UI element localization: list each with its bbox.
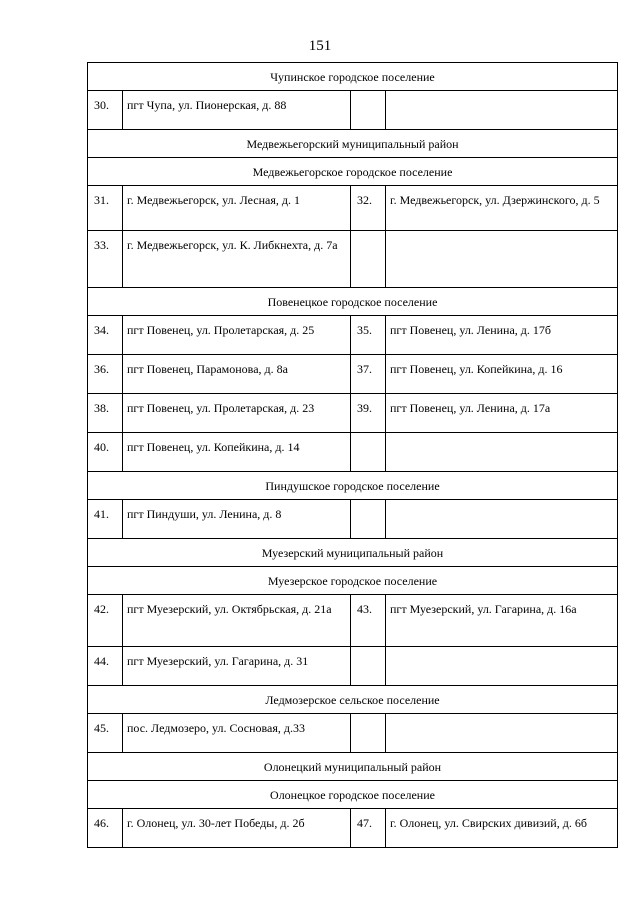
- table-row: [88, 394, 618, 433]
- entry-number: 36.: [88, 355, 123, 394]
- entry-number: 31.: [88, 186, 123, 231]
- section-header-row: [88, 567, 618, 595]
- table-row: [88, 91, 618, 130]
- table-row: [88, 595, 618, 647]
- section-header-row: [88, 781, 618, 809]
- entry-number: 45.: [88, 714, 123, 753]
- entry-address: г. Медвежьегорск, ул. Лесная, д. 1: [123, 186, 351, 231]
- entry-address: пгт Муезерский, ул. Октябрьская, д. 21а: [123, 595, 351, 647]
- entry-address: [386, 714, 618, 753]
- entry-address: [386, 433, 618, 472]
- entry-number: [351, 647, 386, 686]
- entry-address: пгт Муезерский, ул. Гагарина, д. 16а: [386, 595, 618, 647]
- section-title: Муезерское городское поселение: [88, 567, 618, 595]
- entry-number: [351, 714, 386, 753]
- table-row: [88, 316, 618, 355]
- entry-address: [386, 500, 618, 539]
- entry-number: 38.: [88, 394, 123, 433]
- entry-address: г. Медвежьегорск, ул. К. Либкнехта, д. 7а: [123, 231, 351, 288]
- section-header-row: [88, 158, 618, 186]
- entry-number: 40.: [88, 433, 123, 472]
- entry-address: пос. Ледмозеро, ул. Сосновая, д.33: [123, 714, 351, 753]
- entry-number: 37.: [351, 355, 386, 394]
- section-title: Медвежьегорский муниципальный район: [88, 130, 618, 158]
- entry-number: 35.: [351, 316, 386, 355]
- section-title: Чупинское городское поселение: [88, 63, 618, 91]
- entry-address: г. Олонец, ул. Свирских дивизий, д. 6б: [386, 809, 618, 848]
- entry-address: пгт Муезерский, ул. Гагарина, д. 31: [123, 647, 351, 686]
- section-header-row: [88, 753, 618, 781]
- entry-address: пгт Повенец, ул. Копейкина, д. 14: [123, 433, 351, 472]
- entry-number: 41.: [88, 500, 123, 539]
- entry-number: [351, 231, 386, 288]
- section-header-row: [88, 63, 618, 91]
- entry-address: пгт Повенец, Парамонова, д. 8а: [123, 355, 351, 394]
- address-table: [87, 62, 618, 848]
- entry-number: [351, 433, 386, 472]
- table-row: [88, 355, 618, 394]
- entry-address: г. Медвежьегорск, ул. Дзержинского, д. 5: [386, 186, 618, 231]
- section-title: Медвежьегорское городское поселение: [88, 158, 618, 186]
- entry-address: г. Олонец, ул. 30-лет Победы, д. 2б: [123, 809, 351, 848]
- page-number: 151: [308, 38, 332, 54]
- section-header-row: [88, 288, 618, 316]
- entry-address: пгт Пиндуши, ул. Ленина, д. 8: [123, 500, 351, 539]
- section-header-row: [88, 130, 618, 158]
- section-title: Муезерский муниципальный район: [88, 539, 618, 567]
- section-title: Ледмозерское сельское поселение: [88, 686, 618, 714]
- entry-number: 34.: [88, 316, 123, 355]
- entry-number: 39.: [351, 394, 386, 433]
- entry-address: [386, 231, 618, 288]
- entry-number: 42.: [88, 595, 123, 647]
- entry-number: 33.: [88, 231, 123, 288]
- entry-address: [386, 647, 618, 686]
- entry-address: [386, 91, 618, 130]
- section-title: Пиндушское городское поселение: [88, 472, 618, 500]
- table-row: [88, 231, 618, 288]
- section-title: Олонецкий муниципальный район: [88, 753, 618, 781]
- entry-number: 44.: [88, 647, 123, 686]
- section-header-row: [88, 472, 618, 500]
- entry-number: [351, 91, 386, 130]
- table-row: [88, 714, 618, 753]
- entry-number: 43.: [351, 595, 386, 647]
- section-header-row: [88, 686, 618, 714]
- entry-number: [351, 500, 386, 539]
- table-row: [88, 433, 618, 472]
- section-title: Повенецкое городское поселение: [88, 288, 618, 316]
- entry-number: 46.: [88, 809, 123, 848]
- entry-number: 30.: [88, 91, 123, 130]
- table-row: [88, 809, 618, 848]
- table-row: [88, 186, 618, 231]
- address-table-body: [88, 63, 618, 848]
- section-header-row: [88, 539, 618, 567]
- entry-address: пгт Повенец, ул. Ленина, д. 17б: [386, 316, 618, 355]
- entry-address: пгт Повенец, ул. Ленина, д. 17а: [386, 394, 618, 433]
- entry-number: 32.: [351, 186, 386, 231]
- entry-number: 47.: [351, 809, 386, 848]
- entry-address: пгт Повенец, ул. Пролетарская, д. 25: [123, 316, 351, 355]
- entry-address: пгт Повенец, ул. Пролетарская, д. 23: [123, 394, 351, 433]
- section-title: Олонецкое городское поселение: [88, 781, 618, 809]
- entry-address: пгт Повенец, ул. Копейкина, д. 16: [386, 355, 618, 394]
- table-row: [88, 500, 618, 539]
- entry-address: пгт Чупа, ул. Пионерская, д. 88: [123, 91, 351, 130]
- table-row: [88, 647, 618, 686]
